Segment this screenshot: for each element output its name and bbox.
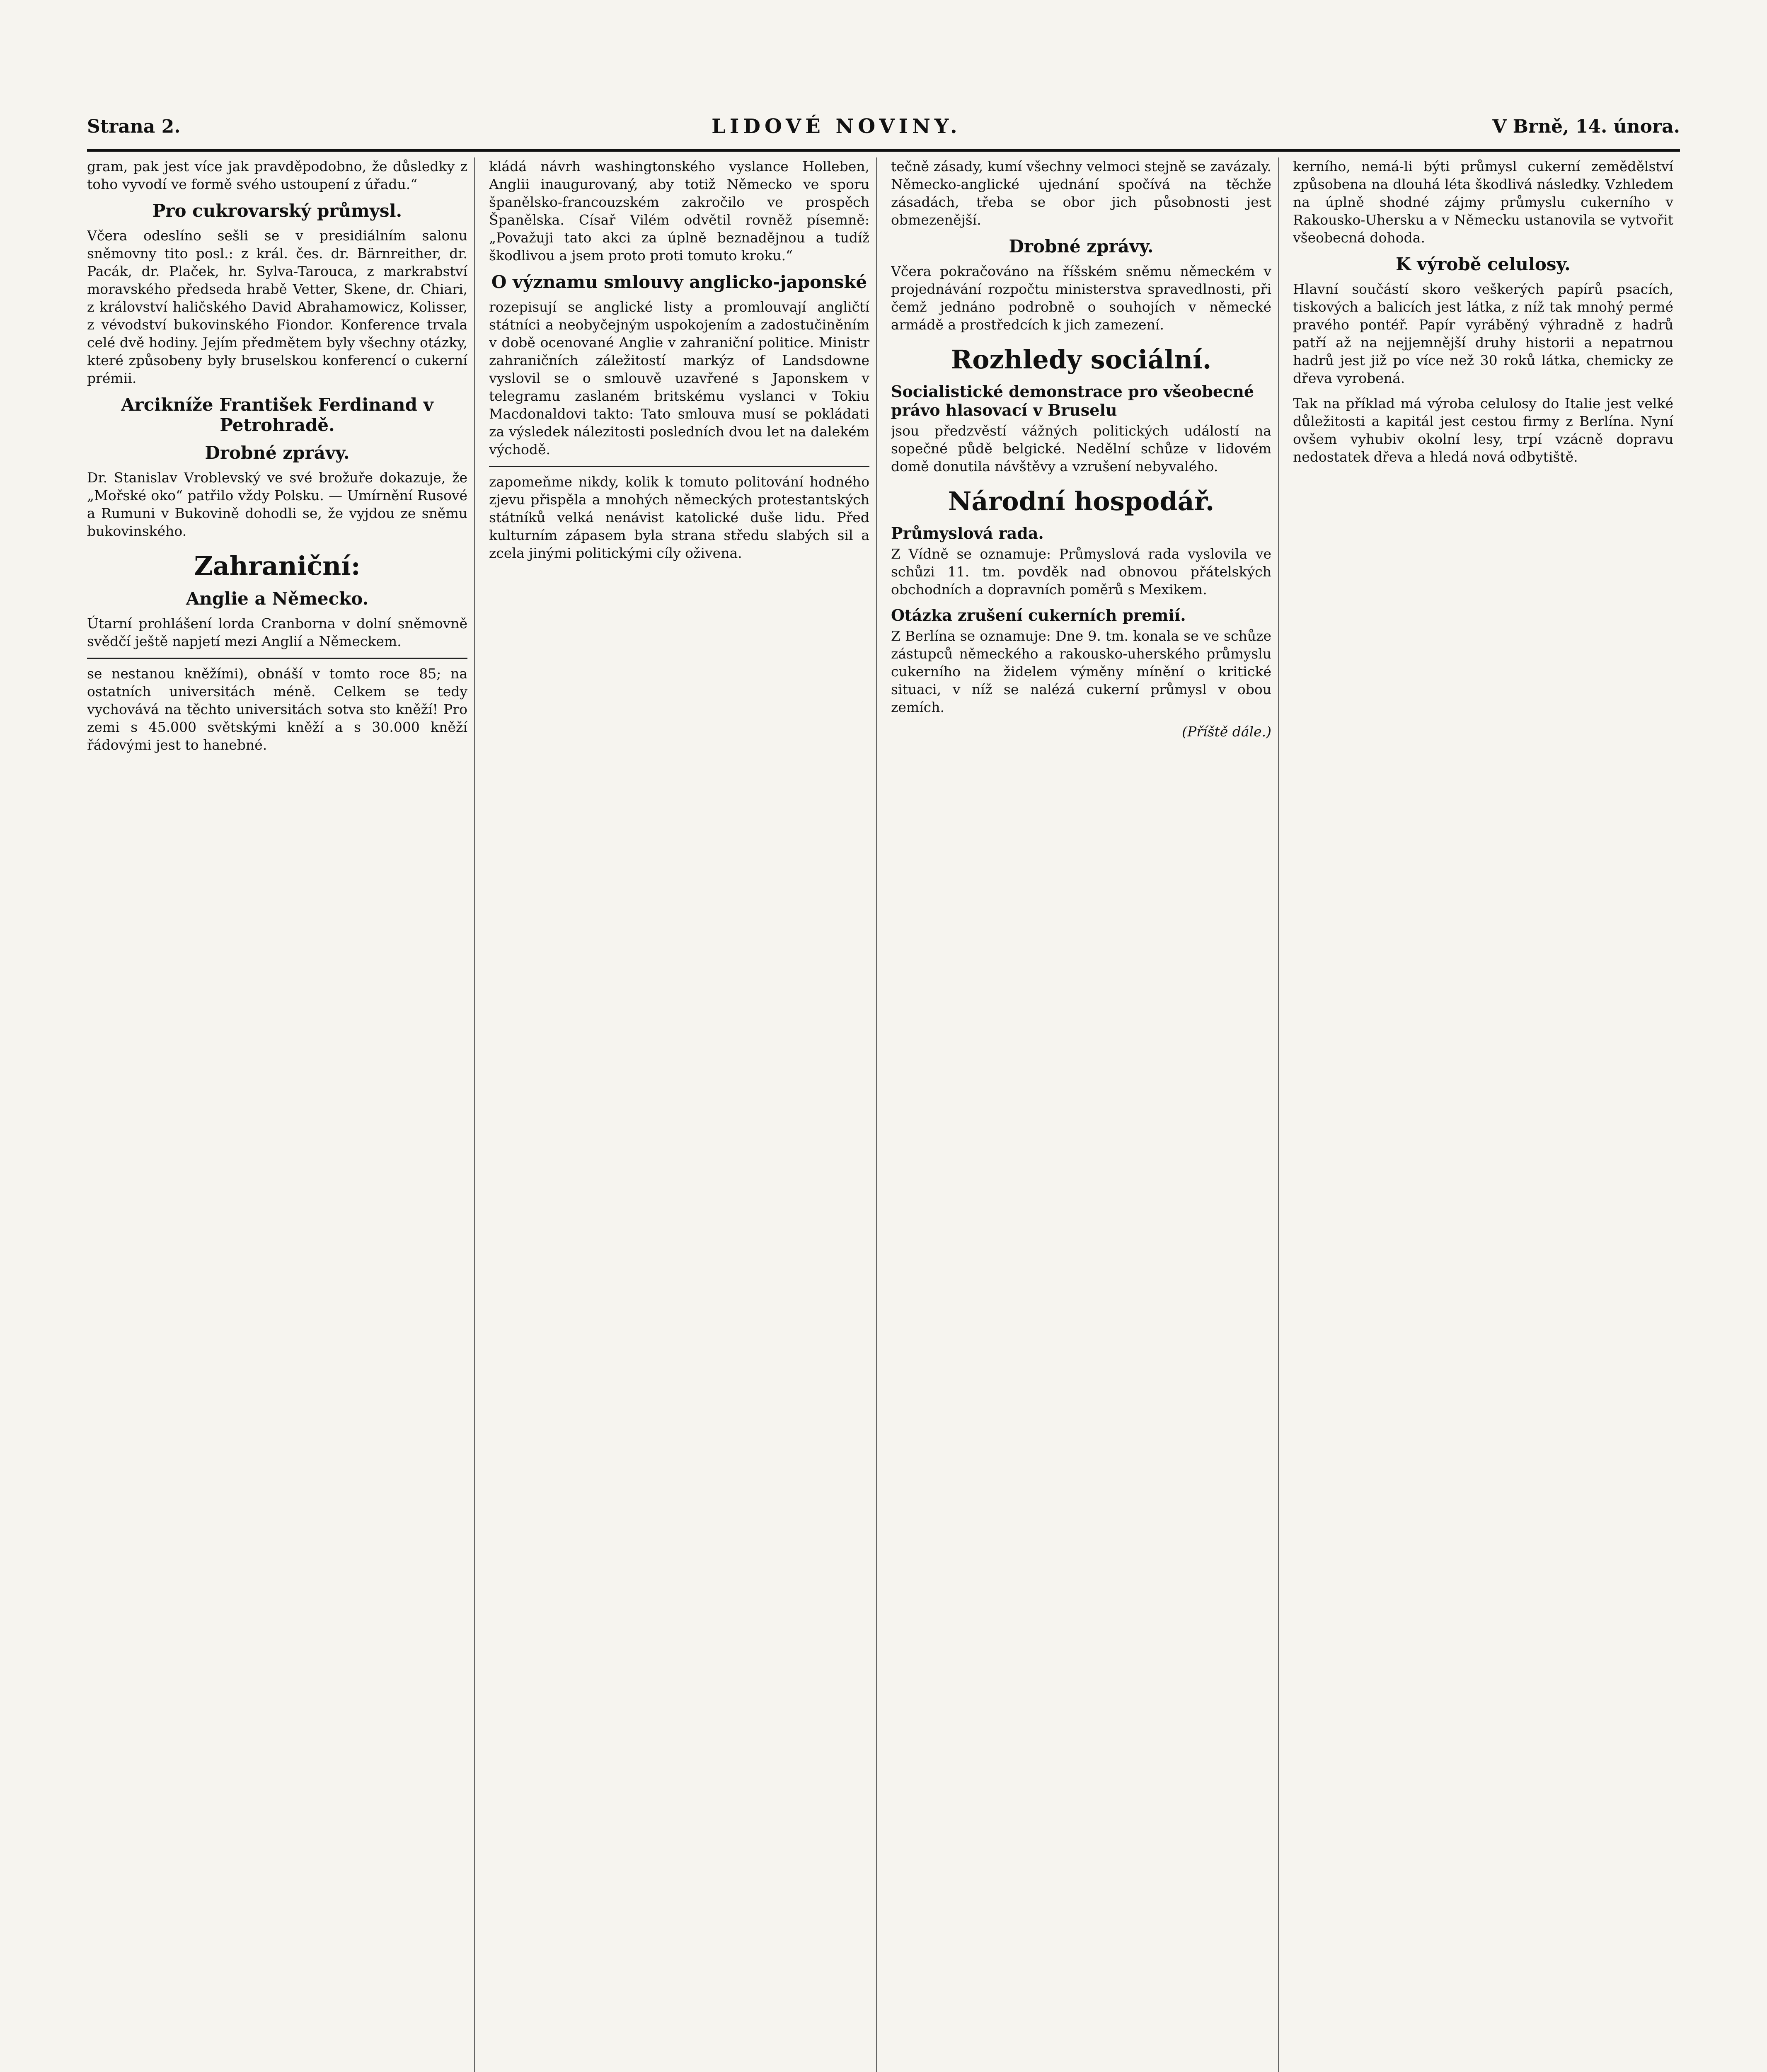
article-heading: O významu smlouvy anglicko-japonské [491,272,867,292]
column-2 [489,157,877,2072]
article-text: kládá návrh washingtonského vyslance Holleben, Anglii inaugurovaný, aby totiž Německo ve sporu španělsko-francouzském zakročilo ve prospěch Španělska. Císař Vilém odvětil rovněž písemně: „Považuji tato akci za úplně beznadějnou a tudíž škodlivou a jsem proto proti tomuto kroku.“ [489,158,869,264]
divider [87,658,467,659]
article-text: Hlavní součástí skoro veškerých papírů psacích, tiskových a balicích jest látka, z níž tak mnohý permé pravého pontéř. Papír vyráběný výhradně z hadrů patří až na nejjemnější druhy historii a nepatrnou hadrů jest již po více než 30 roků látka, chemicky ze dřeva vyrobená. [1293,281,1673,386]
article-text: Včera pokračováno na říšském sněmu německém v projednávání rozpočtu ministerstva spravedlnosti, při čemž jednáno podrobně o souhojích v německé armádě a prostředcích k jich zamezení. [891,263,1271,333]
article-text: Dr. Stanislav Vroblevský ve své brožuře dokazuje, že „Mořské oko“ patřilo vždy Polsku. — Umírnění Rusové a Rumuni v Bukovině dohodli se, že vyjdou ze sněmu bukovinského. [87,470,467,539]
dateline: V Brně, 14. února. [1492,116,1680,137]
article-text: rozepisují se anglické listy a promlouvají angličtí státníci a neobyčejným uspokojením a zadostučiněním v době ocenované Anglie v zahraniční politice. Ministr zahraničních záležitostí markýz of Landsdowne vyslovil se o smlouvě uzavřené s Japonskem v telegramu zaslaném britskému vyslanci v Tokiu Macdonaldovi takto: Tato smlouva musí se pokládati za výsledek nálezitosti posledních dvou let na dalekém východě. [489,299,869,457]
article-heading: Pro cukrovarský průmysl. [152,201,402,221]
section-heading: Zahraniční: [194,551,361,581]
section-heading: Národní hospodář. [948,486,1215,516]
article-heading: Drobné zprávy. [205,443,350,463]
article-text: tečně zásady, kumí všechny velmoci stejně se zavázaly. Německo-anglické ujednání spočívá na těchže zásadách, třeba se obor jich působnosti jest obmezenější. [891,158,1271,228]
article-heading: K výrobě celulosy. [1396,254,1571,274]
article-heading: Arcikníže František Ferdinand v Petrohradě. [121,395,433,435]
masthead-title: LIDOVÉ NOVINY. [712,115,961,138]
article-text: Včera odeslíno sešli se v presidiálním salonu sněmovny tito posl.: z král. čes. dr. Bärnreither, dr. Pacák, dr. Plaček, hr. Sylva-Tarouca, z markrabství moravského předseda hrabě Vetter, Skene, dr. Chiari, z království haličského David Abrahamowicz, Kolisser, z vévodství bukovinského Fiondor. Konference trvala celé dvě hodiny. Jejím předmětem byly všechny otázky, které způsobeny byly bruselskou konferencí o cukerní prémii. [87,228,467,386]
article-text: kerního, nemá-li býti průmysl cukerní zemědělství způsobena na dlouhá léta škodlivá následky. Vzhledem na úplně shodné zájmy průmyslu cukerního v Rakousko-Uhersku a v Německu ustanovila se vytvořit všeobecná dohoda. [1293,158,1673,246]
article-text: jsou předzvěstí vážných politických událostí na sopečné půdě belgické. Nedělní schůze v lidovém domě donutila návštěvy a vzrušení nebyvalého. [891,423,1271,474]
article-text: se nestanou kněžími), obnáší v tomto roce 85; na ostatních universitách méně. Celkem se tedy vychovává na těchto universitách sotva sto kněží! Pro zemi s 45.000 světskými kněží a s 30.000 kněží řádovými jest to hanebné. [87,666,467,753]
columns [87,157,1680,2072]
article-heading: Drobné zprávy. [1009,236,1154,257]
page-number: Strana 2. [87,116,181,137]
article-text: Útarní prohlášení lorda Cranborna v dolní sněmovně svědčí ještě napjetí mezi Anglií a Německem. [87,615,467,649]
article-text: Tak na příklad má výroba celulosy do Italie jest velké důležitosti a kapitál jest cestou firmy z Berlína. Nyní ovšem vyhubiv okolní lesy, trpí vzácně dopravu nedostatek dřeva a hledá nová odbytiště. [1293,395,1673,465]
article-text: Z Vídně se oznamuje: Průmyslová rada vyslovila ve schůzi 11. tm. povděk nad obnovou přátelských obchodních a dopravních poměrů s Mexikem. [891,546,1271,598]
article-heading: Socialistické demonstrace pro všeobecné právo hlasovací v Bruselu [891,382,1254,419]
article-heading: Otázka zrušení cukerních premií. [891,606,1186,625]
column-1 [87,157,475,2072]
article-heading: Anglie a Německo. [186,588,369,609]
column-4 [1293,157,1680,2072]
article-text: zapomeňme nikdy, kolik k tomuto politování hodného zjevu přispěla a mnohých německých protestantských státníků velká nenávist katolické duše lidu. Před kulturním zápasem byla strana středu slabých sil a zcela jinými politickými cíly oživena. [489,474,869,561]
column-3 [891,157,1279,2072]
article-text: gram, pak jest více jak pravděpodobno, že důsledky z toho vyvodí ve formě svého ustoupení z úřadu.“ [87,158,467,192]
divider [489,466,869,467]
section-heading: Rozhledy sociální. [951,344,1212,375]
article-heading: Průmyslová rada. [891,524,1044,542]
page-header [87,104,1680,152]
article-text: Z Berlína se oznamuje: Dne 9. tm. konala se ve schůze zástupců německého a rakousko-uherského průmyslu cukerního na židelem výměny mínění o kritické situaci, v níž se nalézá cukerní průmysl v obou zemích. [891,628,1271,715]
continuation-note: (Příště dále.) [1182,724,1271,740]
